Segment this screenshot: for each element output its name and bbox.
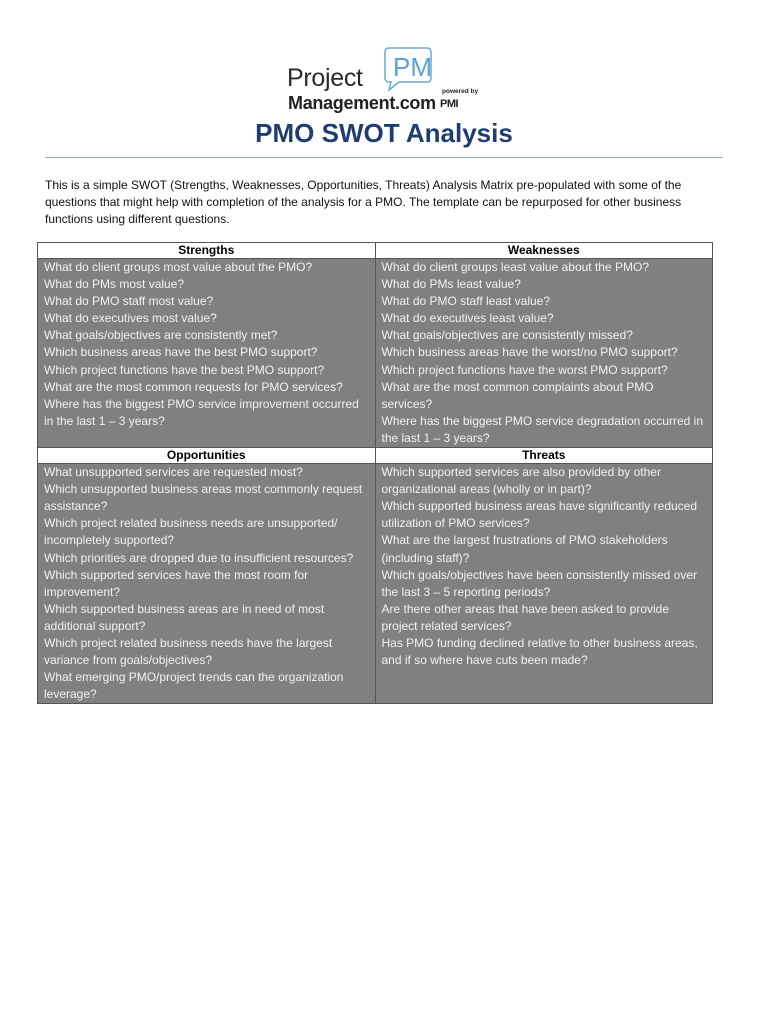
weaknesses-item: What are the most common complaints about PMO services?: [381, 379, 654, 411]
threats-heading: Threats: [375, 448, 713, 464]
weaknesses-cell: [375, 259, 713, 448]
logo-text-management: Management.com: [288, 93, 436, 113]
opportunities-item: What emerging PMO/project trends can the organization leverage?: [44, 670, 344, 702]
strengths-item: What goals/objectives are consistently met?: [44, 328, 278, 343]
weaknesses-item: What do client groups least value about the PMO?: [381, 260, 649, 274]
strengths-heading: Strengths: [38, 243, 376, 259]
logo-powered-by: powered by: [442, 88, 479, 95]
swot-body-row-bottom: [38, 464, 713, 704]
opportunities-item: Which supported business areas are in need of most additional support?: [44, 601, 325, 633]
strengths-item: What do client groups most value about the PMO?: [44, 260, 313, 274]
weaknesses-item: What do executives least value?: [381, 311, 554, 326]
threats-item: Which supported services are also provided by other organizational areas (wholly or in part)?: [381, 465, 661, 497]
opportunities-item: Which supported services have the most room for improvement?: [44, 567, 309, 599]
strengths-item: What are the most common requests for PMO services?: [44, 379, 343, 394]
logo-pmi: PMI: [440, 98, 459, 110]
strengths-item: Which project functions have the best PMO support?: [44, 362, 325, 377]
swot-header-row-bottom: [38, 448, 713, 464]
weaknesses-item: Which project functions have the worst PMO support?: [381, 362, 668, 377]
opportunities-heading: Opportunities: [38, 448, 376, 464]
strengths-cell: [38, 259, 376, 448]
weaknesses-item: Which business areas have the worst/no PMO support?: [381, 345, 678, 360]
weaknesses-item: What goals/objectives are consistently missed?: [381, 328, 633, 343]
weaknesses-heading: Weaknesses: [375, 243, 713, 259]
weaknesses-item: What do PMO staff least value?: [381, 294, 551, 309]
opportunities-item: What unsupported services are requested most?: [44, 465, 303, 480]
strengths-item: What do PMs most value?: [44, 277, 185, 292]
logo: [287, 44, 487, 118]
opportunities-item: Which project related business needs are unsupported/ incompletely supported?: [44, 516, 338, 548]
swot-matrix: [37, 242, 713, 704]
threats-item: What are the largest frustrations of PMO stakeholders (including staff)?: [381, 533, 668, 565]
threats-item: Are there other areas that have been asked to provide project related services?: [381, 601, 670, 633]
page-title: PMO SWOT Analysis: [255, 118, 513, 148]
strengths-item: Which business areas have the best PMO support?: [44, 345, 318, 360]
strengths-item: What do PMO staff most value?: [44, 294, 214, 309]
threats-item: Which supported business areas have significantly reduced utilization of PMO services?: [381, 499, 698, 531]
opportunities-item: Which project related business needs have the largest variance from goals/objectives?: [44, 635, 333, 668]
logo-mark: PM: [393, 52, 432, 82]
opportunities-item: Which unsupported business areas most commonly request assistance?: [44, 482, 363, 514]
strengths-item: Where has the biggest PMO service improvement occurred in the last 1 – 3 years?: [44, 396, 359, 428]
threats-cell: [375, 464, 713, 704]
threats-item: Which goals/objectives have been consistently missed over the last 3 – 5 reporting periods?: [381, 567, 697, 599]
intro-paragraph: This is a simple SWOT (Strengths, Weaknesses, Opportunities, Threats) Analysis Matrix pre-populated with some of the questions that might help with completion of the analysis for a PMO. The template can be repurposed for other business functions using different questions.: [45, 178, 682, 226]
weaknesses-item: Where has the biggest PMO service degradation occurred in the last 1 – 3 years?: [381, 413, 703, 445]
title-divider: [45, 157, 723, 158]
logo-text-project: Project: [287, 64, 363, 92]
threats-item: Has PMO funding declined relative to other business areas, and if so where have cuts been made?: [381, 635, 698, 668]
swot-body-row-top: [38, 259, 713, 448]
weaknesses-item: What do PMs least value?: [381, 277, 521, 292]
opportunities-cell: [38, 464, 376, 704]
pm-speech-bubble-icon: [377, 44, 437, 94]
strengths-item: What do executives most value?: [44, 311, 217, 326]
opportunities-item: Which priorities are dropped due to insufficient resources?: [44, 550, 354, 565]
swot-header-row-top: [38, 243, 713, 259]
